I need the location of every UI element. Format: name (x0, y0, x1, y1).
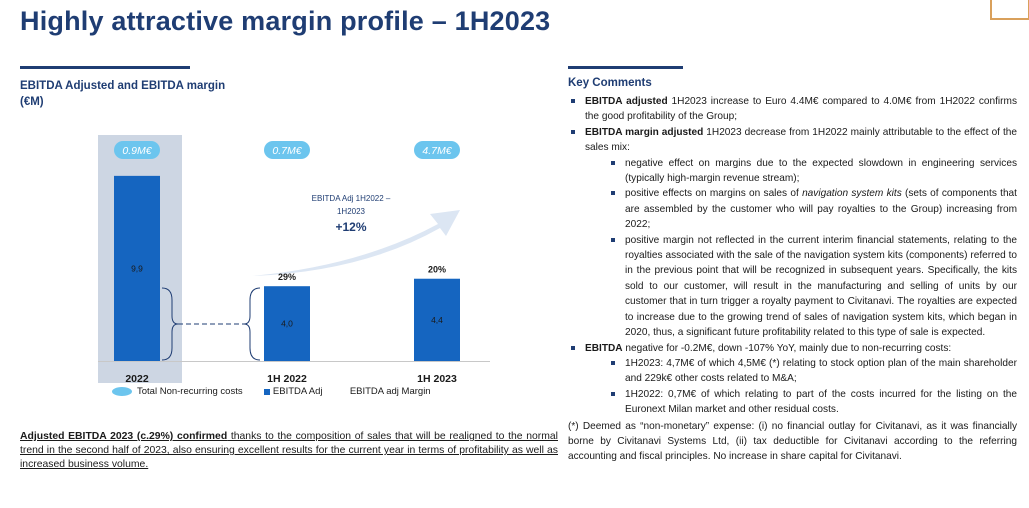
bottom-note (20, 430, 558, 472)
comment-ebitda-margin (568, 125, 1017, 156)
chart-title: EBITDA Adjusted and EBITDA margin (20, 80, 226, 92)
comment-bold: EBITDA margin adjusted (585, 126, 704, 138)
legend-margin-label: EBITDA adj Margin (349, 386, 431, 397)
bottom-note-bold: Adjusted EBITDA 2023 (c.29%) confirmed (20, 431, 228, 442)
margin-label: 20% (427, 264, 447, 275)
sub-comment-italic: navigation system kits (802, 188, 902, 200)
comment-bold: EBITDA (585, 342, 623, 354)
chart-unit: (€M) (20, 96, 44, 108)
sub-comment-royalties: positive margin not reflected in the current interim financial statements, relating to the royalties associated with the sale of the navigation system kits (components) referred to in the previous point that will be recognized in subsequent years. Specifically, the kits sold to our customer, will result in the manufacturing and selling of units by our customer that in turn trigger a royalty payment to Civitanavi. The royalties are expected to increase due to the growing trend of sales of navigation system kits, which began in 2020, thus, a significant future profitability related to this type of sale is expected. (568, 233, 1017, 341)
legend-ebitda-marker (264, 389, 270, 395)
sub-comment-text: (sets of components that are assembled by the customer who will pay royalties to the Group) increasing from 2022; (625, 188, 1017, 231)
comment-ebitda (568, 341, 1017, 356)
annotation-value: +12% (335, 220, 367, 234)
margin-label: 29% (277, 272, 297, 283)
bottom-note-text: thanks to the composition of sales that will be realigned to the normal trend in the second half of 2023, also ensuring excellent results for the current year in terms of profitability as well as increased business volume. (20, 431, 558, 470)
nonrecurring-label: 0.9M€ (122, 145, 152, 157)
ebitda-chart (0, 0, 560, 430)
legend-nonrecurring-label: Total Non-recurring costs (137, 386, 243, 397)
comment-text: 1H2023 increase to Euro 4.4M€ compared to 4.0M€ from 1H2022 confirms the good profitability of the Group; (585, 96, 1017, 123)
bracket-right (244, 288, 260, 360)
bar-value-label: 4,4 (431, 314, 443, 325)
sub-comment-1h2023: 1H2023: 4,7M€ of which 4,5M€ (*) relating to stock option plan of the main shareholder and 229k€ other costs related to M&A; (568, 356, 1017, 387)
chart-legend (112, 386, 431, 397)
comment-ebitda-adjusted (568, 94, 1017, 125)
sub-comment-text: positive effects on margins on sales of (625, 188, 803, 200)
comment-text: 1H2023 decrease from 1H2022 mainly attributable to the effect of the sales mix: (585, 126, 1017, 154)
logo (990, 0, 1029, 20)
category-label: 2022 (125, 373, 149, 385)
legend-ebitda-label: EBITDA Adj (272, 386, 323, 397)
comments-section-rule (568, 66, 683, 69)
category-label: 1H 2022 (267, 373, 307, 385)
footnote: (*) Deemed as “non-monetary” expense: (i) no financial outlay for Civitanavi, as it was financially borne by Civitanavi Systems Ltd, (ii) tax deductible for Civitanavi according to the referring accounting and fiscal principles. No increase in share capital for Civitanavi. (568, 420, 1017, 463)
nonrecurring-label: 0.7M€ (272, 145, 302, 157)
sub-comment-negative-effect: negative effect on margins due to the expected slowdown in engineering services (typically high-margin revenue stream); (568, 156, 1017, 187)
comment-text: negative for -0.2M€, down -107% YoY, mainly due to non-recurring costs: (622, 342, 952, 354)
key-comments-heading: Key Comments (568, 77, 652, 89)
annotation-line1: EBITDA Adj 1H2022 – (311, 194, 391, 203)
nonrecurring-label: 4.7M€ (422, 145, 452, 157)
sub-comment-positive-effect (568, 186, 1017, 232)
page-title: Highly attractive margin profile – 1H2023 (20, 6, 551, 36)
comment-bold: EBITDA adjusted (585, 96, 668, 107)
bar-value-label: 4,0 (281, 318, 293, 329)
legend-nonrecurring-marker (112, 387, 132, 396)
key-comments (568, 94, 1017, 465)
sub-comment-1h2022: 1H2022: 0,7M€ of which relating to part of the costs incurred for the listing on the Euronext Milan market and other residual costs. (568, 387, 1017, 418)
bar-value-label: 9,9 (131, 263, 143, 274)
annotation-line2: 1H2023 (336, 207, 366, 216)
category-label: 1H 2023 (417, 373, 457, 385)
